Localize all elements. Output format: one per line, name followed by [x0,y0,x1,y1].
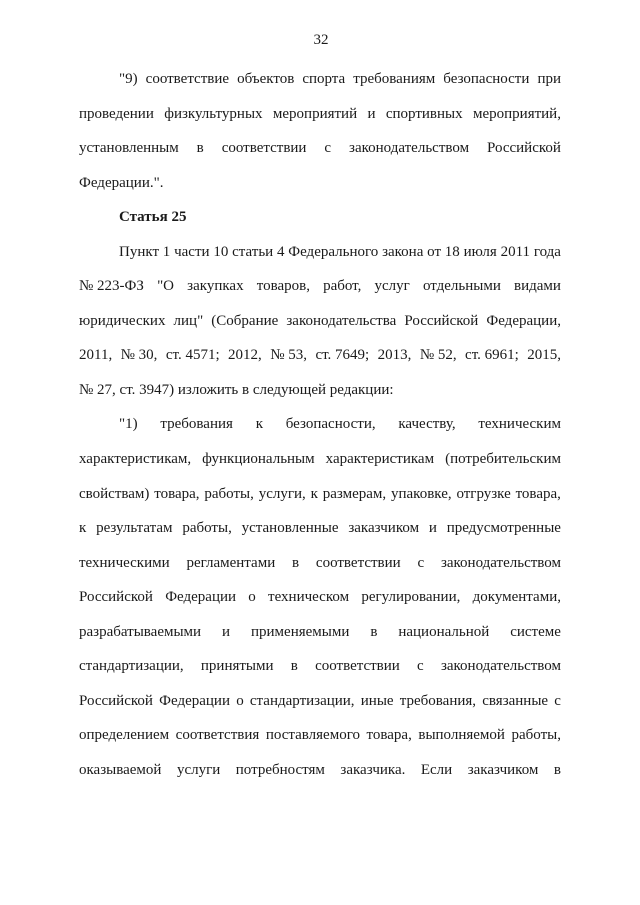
word: законодательством [349,140,470,157]
word: к [310,485,318,502]
word: объектов [237,71,295,87]
word: № 30, [120,347,158,364]
word: № 53, [270,347,308,364]
word: результатам [96,520,173,537]
word: юридических [79,312,166,329]
paragraph-article-intro [79,235,561,408]
word: соответствие [145,71,230,87]
word: в [196,140,204,157]
word: 18 [444,243,460,260]
word: услуг [374,278,410,295]
text-line [79,304,561,339]
word: Российской [79,589,153,606]
word: Федерации [165,589,237,606]
text-line [79,546,561,581]
word: и [428,520,437,537]
word: мероприятий, [472,105,561,122]
word: требования, [399,692,477,709]
word: отгрузке [456,485,511,502]
word: 2011, [79,347,113,364]
word: 2012, [228,347,262,364]
word: законодательством [440,554,561,571]
word: статьи [232,243,274,260]
word: техническом [268,589,350,606]
word: характеристикам, [79,451,192,468]
word: услуги [176,761,221,778]
text-line [79,615,561,650]
word: выполняемой [418,727,505,744]
document-body [79,62,561,787]
word: товара, [515,485,561,502]
word: законодательством [440,658,561,675]
word: техническими [79,554,170,571]
word: техническим [478,416,561,433]
word: установленным [79,140,179,157]
text-line [79,511,561,546]
word: соответствии [315,554,401,571]
word: регулировании, [361,589,461,606]
word: отдельными [422,278,501,295]
word: ст. 7649; [315,347,370,364]
word: товара, [366,727,412,744]
word: 10 [213,243,229,260]
word: документами, [472,589,561,606]
text-line [119,235,561,270]
word: разрабатываемыми [79,623,202,640]
word: физкультурных [164,105,263,122]
word: товаров, [256,278,310,295]
word: спортивных [385,105,463,122]
word: размерам, [322,485,387,502]
word: Если [420,761,453,778]
word: свойствам) [79,485,150,502]
text-line [79,338,561,373]
word: качеству, [398,416,456,433]
word: стандартизации, [249,692,355,709]
word: от [427,243,441,260]
text-line: № 27, ст. 3947) изложить в следующей редакции: [79,381,394,398]
word: поставляемого [265,727,360,744]
word: при [537,71,561,87]
word: с [324,140,332,157]
text-line [79,718,561,753]
word: ст. 4571; [165,347,220,364]
word: системе [510,623,561,640]
text-line [79,684,561,719]
word: видами [514,278,561,295]
word: закона [382,243,424,260]
text-line [119,62,561,97]
word: требованиям [353,71,436,87]
article-heading-block [79,200,561,235]
word: услуги, [258,485,306,502]
word: иные [360,692,394,709]
paragraph-item-1 [79,407,561,787]
word: предусмотренные [446,520,561,537]
word: Российской [404,312,479,329]
word: требования [160,416,233,433]
word: лиц" [173,312,204,329]
word: национальной [398,623,490,640]
word: работы, [204,485,254,502]
word: с [417,658,424,675]
word: в [553,761,561,778]
word: № 52, [419,347,457,364]
word: 1 [162,243,171,260]
word: соответствии [315,658,400,675]
word: к [255,416,263,433]
word: и [367,105,376,122]
word: Федерального [288,243,379,260]
word: функциональным [202,451,315,468]
word: о [248,589,256,606]
word: связанные [482,692,549,709]
word: оказываемой [79,761,162,778]
word: заказчиком [467,761,539,778]
word: к [79,520,87,537]
text-line [79,442,561,477]
word: в [290,658,298,675]
word: соответствия [175,727,260,744]
word: Пункт [119,243,160,260]
text-line [79,649,561,684]
word: законодательства [286,312,397,329]
page-number: 32 [313,32,329,48]
word: установленные [241,520,339,537]
word: Российской [79,692,153,709]
word: и [222,623,231,640]
word: упаковке, [390,485,452,502]
word: заказчиком [348,520,420,537]
word: проведении [79,105,154,122]
word: закупках [187,278,244,295]
word: мероприятий [272,105,358,122]
word: в [370,623,378,640]
word: 2015, [527,347,561,364]
word: регламентами [186,554,276,571]
word: "1) [119,416,138,433]
word: работы, [182,520,232,537]
word: соответствии [221,140,307,157]
word: ст. 6961; [465,347,519,364]
word: заказчика. [340,761,406,778]
text-line [119,407,561,442]
word: применяемыми [250,623,350,640]
word: потребностям [235,761,325,778]
word: товара, [154,485,200,502]
word: части [174,243,210,260]
article-heading: Статья 25 [119,209,187,226]
text-line [79,269,561,304]
word: "9) [119,71,138,87]
word: в [292,554,300,571]
paragraph-sports-safety [79,62,561,200]
word: спорта [302,71,346,87]
word: 2011 [500,243,531,260]
word: 2013, [377,347,412,364]
word: безопасности, [285,416,376,433]
word: стандартизации, [79,658,184,675]
word: года [533,243,561,260]
word: работы, [511,727,561,744]
word: Федерации [159,692,230,709]
word: с [554,692,561,709]
word: июля [463,243,497,260]
word: № 223-ФЗ [79,278,144,295]
word: (Собрание [211,312,279,329]
word: Российской [487,140,561,157]
text-line [79,97,561,132]
word: 4 [276,243,285,260]
text-line [79,580,561,615]
text-line [79,753,561,788]
text-line [79,131,561,166]
word: (потребительским [445,451,561,468]
word: работ, [323,278,362,295]
word: безопасности [443,71,530,87]
text-line: Федерации.". [79,174,164,191]
word: с [417,554,425,571]
word: "О [157,278,175,295]
text-line [79,477,561,512]
word: о [236,692,244,709]
word: принятыми [200,658,274,675]
word: определением [79,727,170,744]
word: характеристикам [325,451,435,468]
word: Федерации, [486,312,561,329]
